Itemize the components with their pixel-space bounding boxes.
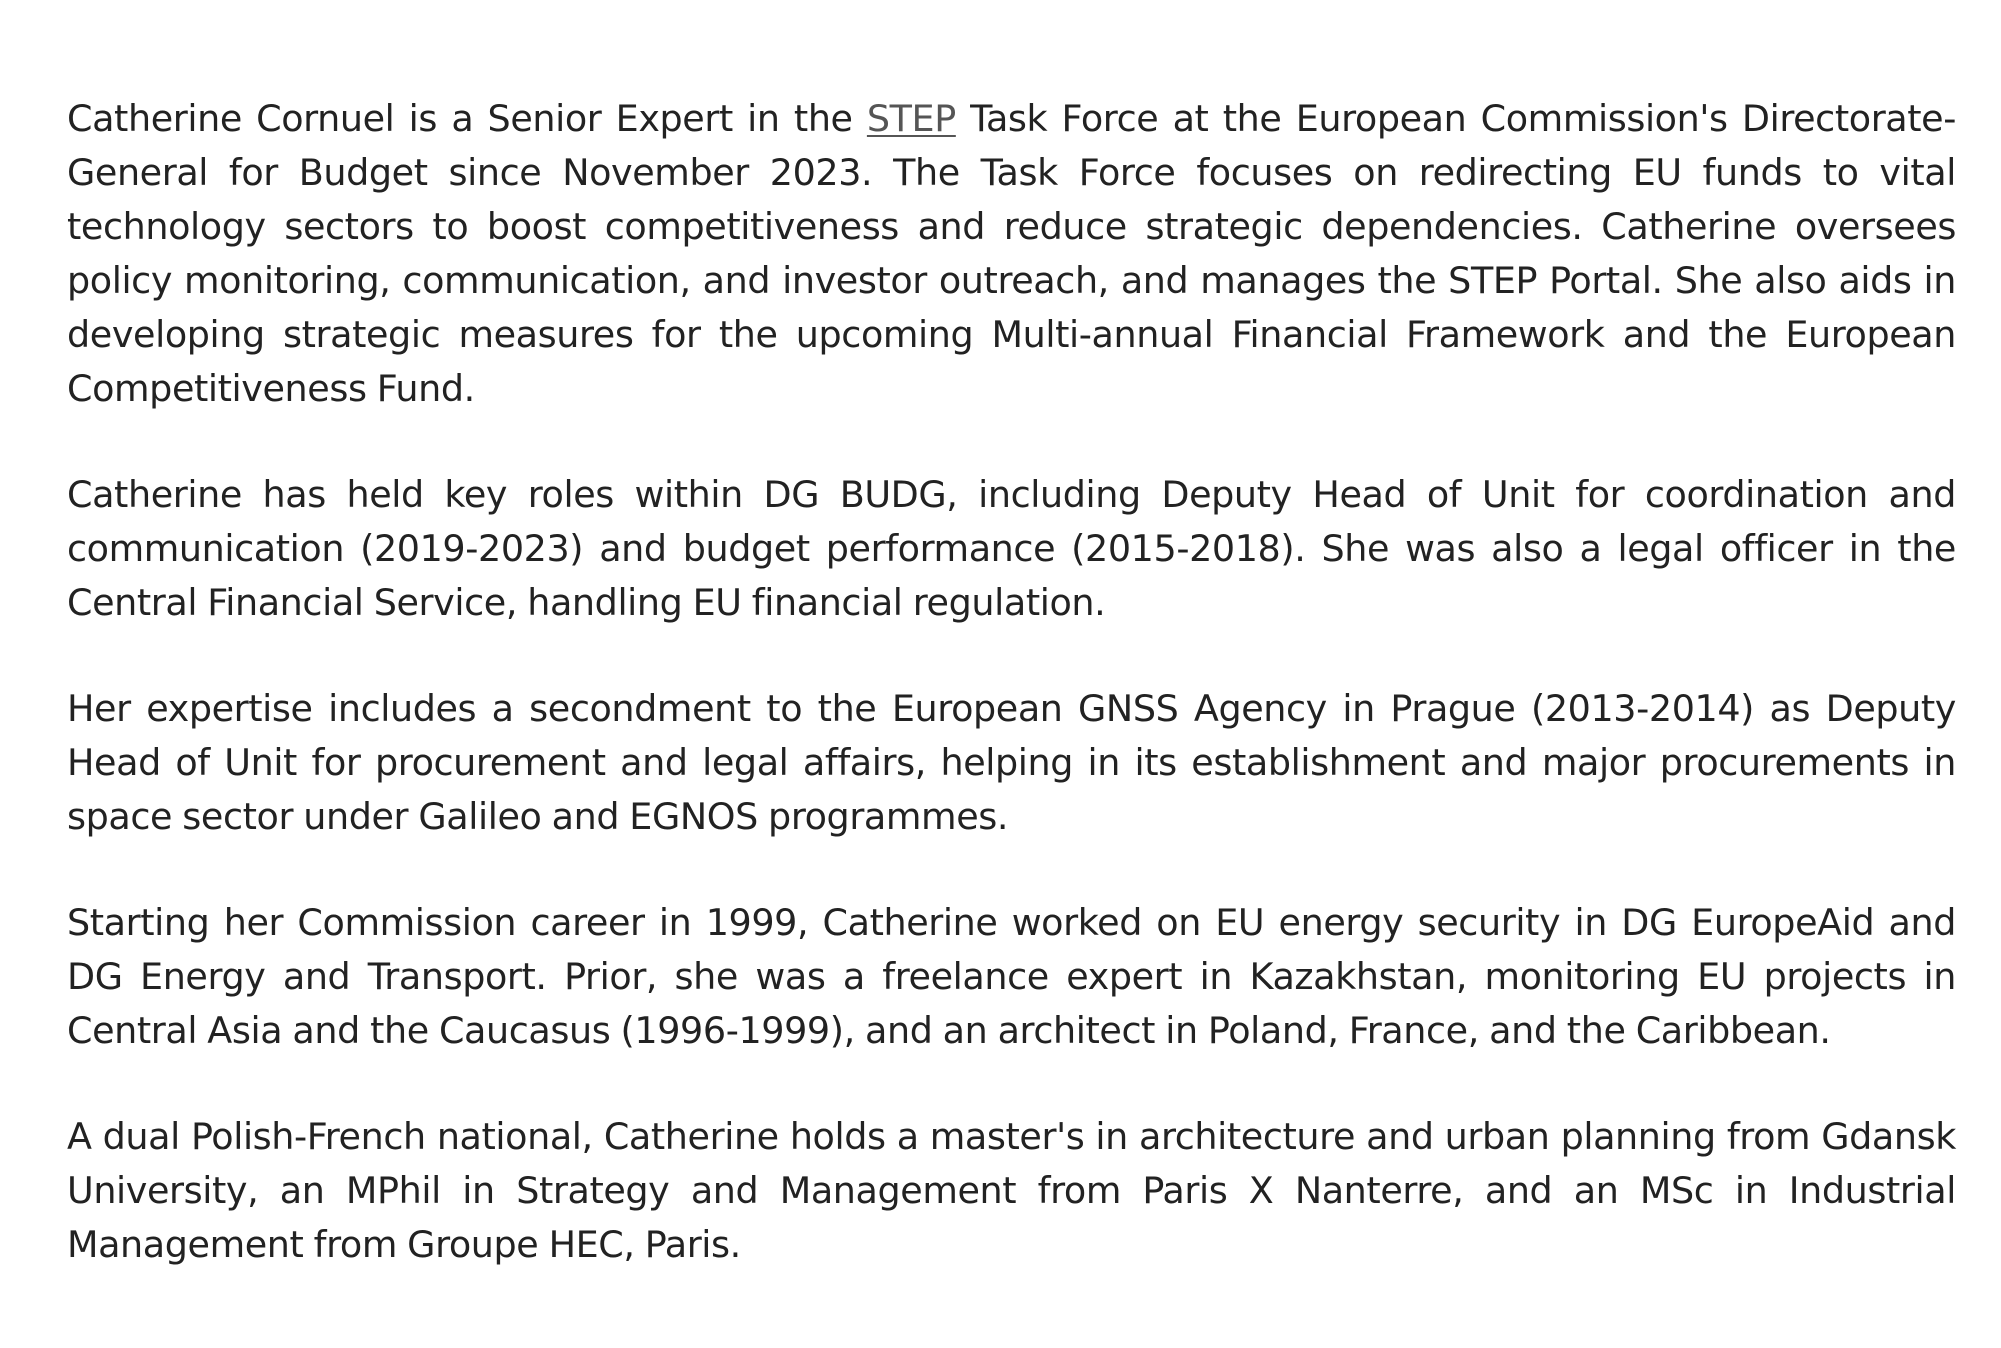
bio-paragraph-intro: Catherine Cornuel is a Senior Expert in the (67, 97, 867, 140)
bio-paragraph-dg-budg-roles: Catherine has held key roles within DG BUDG, including Deputy Head of Unit for coordination and communication (2019-2023) and budget performance (2015-2018). She was also a legal officer in the Central Financial Service, handling EU financial regulation. (67, 473, 1956, 624)
biography-text (67, 92, 1956, 1324)
bio-paragraph-education: A dual Polish-French national, Catherine holds a master's in architecture and urban planning from Gdansk University, an MPhil in Strategy and Management from Paris X Nanterre, and an MSc in Industrial Management from Groupe HEC, Paris. (67, 1115, 1956, 1266)
bio-paragraph-gnss-secondment: Her expertise includes a secondment to the European GNSS Agency in Prague (2013-2014) as Deputy Head of Unit for procurement and legal affairs, helping in its establishment and major procurements in space sector under Galileo and EGNOS programmes. (67, 687, 1956, 838)
step-link[interactable]: STEP (866, 97, 956, 140)
bio-paragraph-task-force: Task Force at the European Commission's Directorate-General for Budget since November 2023. The Task Force focuses on redirecting EU funds to vital technology sectors to boost competitiveness and reduce strategic dependencies. Catherine oversees policy monitoring, communication, and investor outreach, and manages the STEP Portal. She also aids in developing strategic measures for the upcoming Multi-annual Financial Framework and the European Competitiveness Fund. (67, 97, 1957, 410)
bio-paragraph-early-career: Starting her Commission career in 1999, Catherine worked on EU energy security in DG EuropeAid and DG Energy and Transport. Prior, she was a freelance expert in Kazakhstan, monitoring EU projects in Central Asia and the Caucasus (1996-1999), and an architect in Poland, France, and the Caribbean. (67, 901, 1956, 1052)
bio-paragraph-current-role (67, 92, 1956, 416)
